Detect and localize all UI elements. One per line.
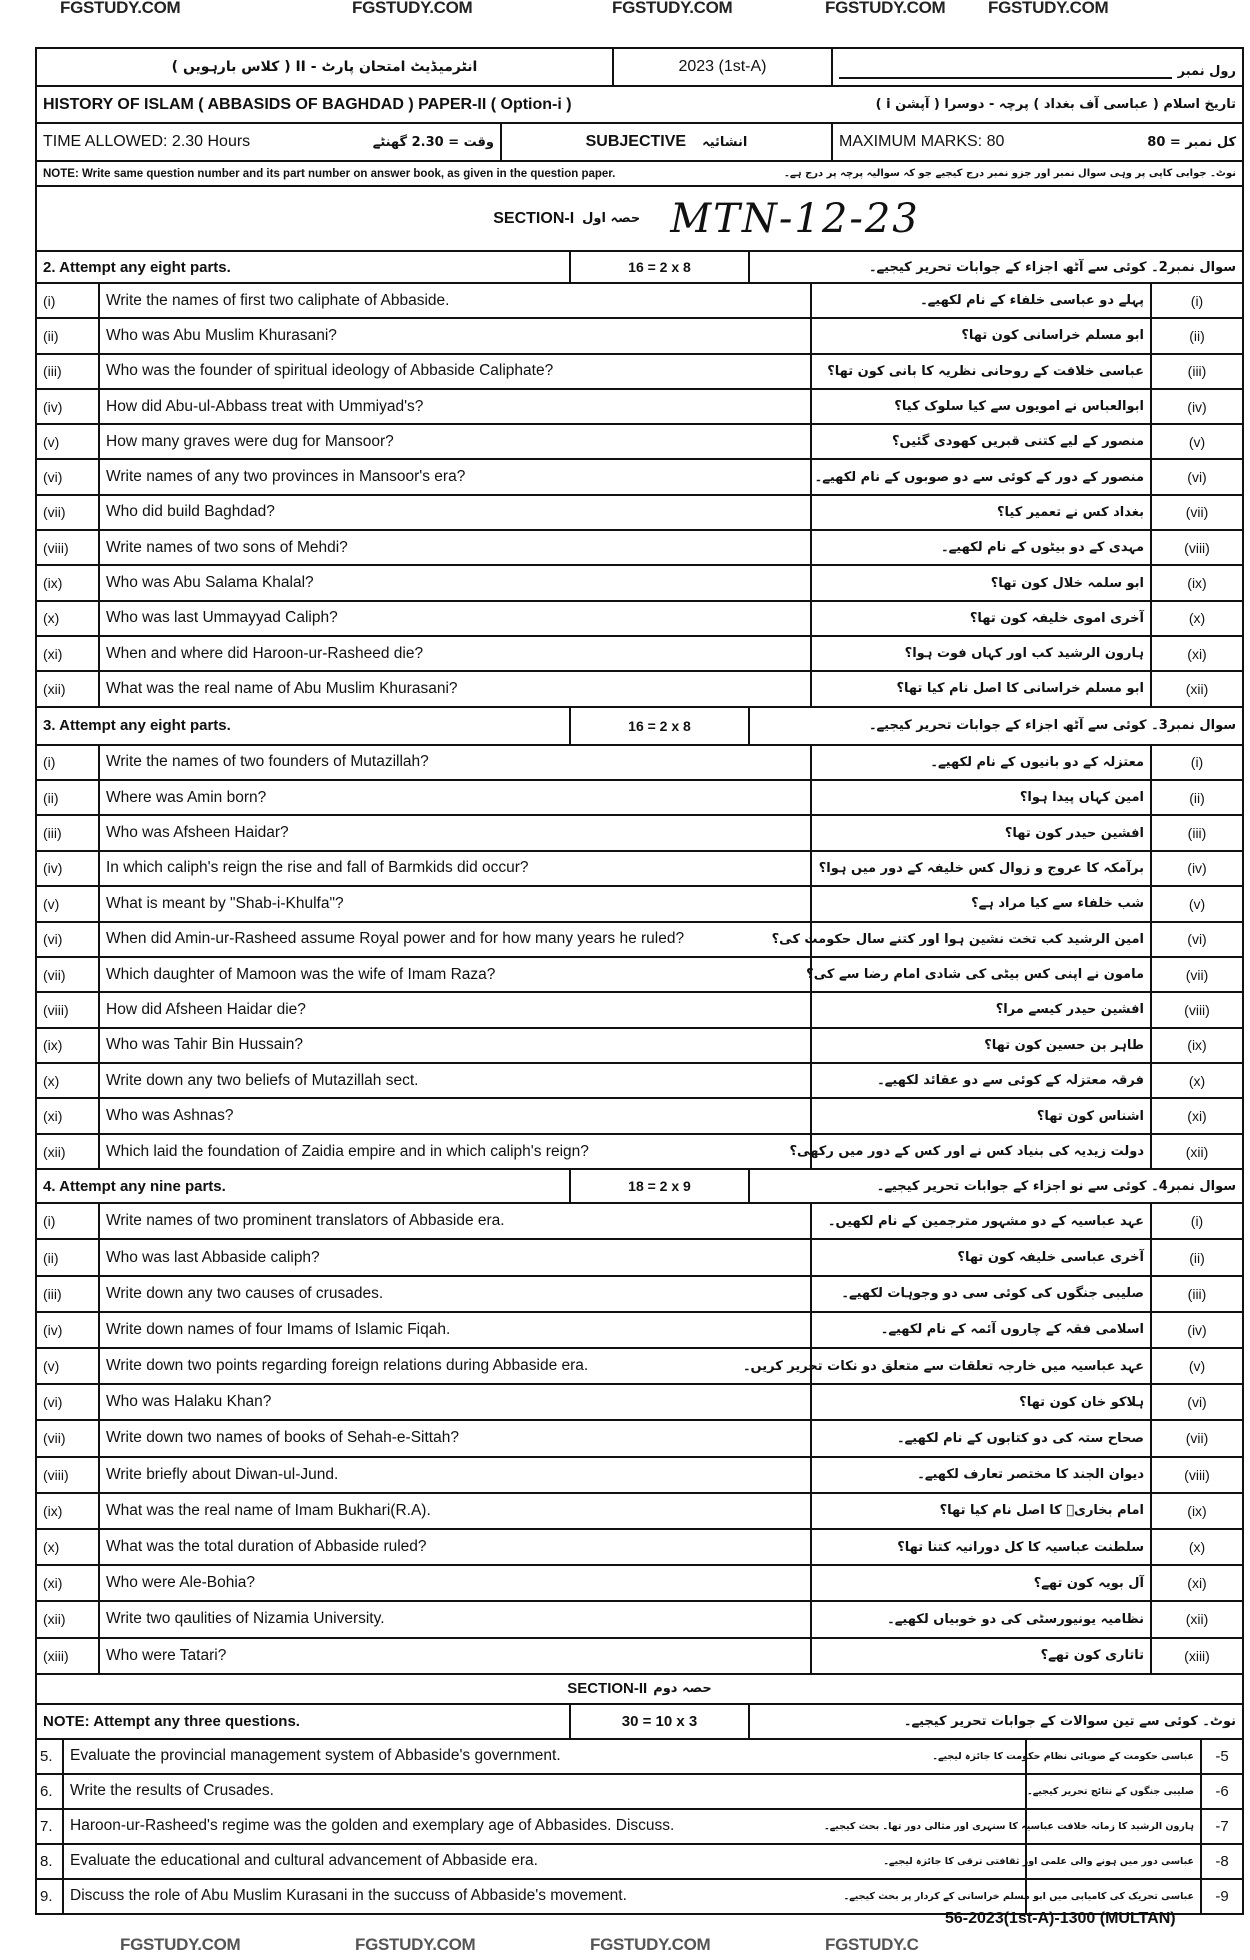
- question-text-english: Discuss the role of Abu Muslim Kurasani in the succuss of Abbaside's movement.: [64, 1880, 1027, 1913]
- question-part-row: [37, 1240, 1242, 1276]
- part-text-english: Write names of two sons of Mehdi?: [100, 531, 812, 564]
- part-text-urdu: بغداد کس نے تعمیر کیا؟: [812, 496, 1152, 529]
- paper-type: [502, 124, 833, 160]
- part-number: (iv): [37, 390, 100, 423]
- question-part-row: [37, 390, 1242, 425]
- part-text-urdu: صلیبی جنگوں کی کوئی سی دو وجوہات لکھیے۔: [812, 1277, 1152, 1311]
- part-text-english: What was the real name of Imam Bukhari(R.A).: [100, 1494, 812, 1528]
- question-header-row: [37, 708, 1242, 746]
- part-number-urdu: (viii): [1184, 539, 1210, 556]
- question-part-row: [37, 852, 1242, 887]
- part-number-urdu: (i): [1190, 292, 1204, 309]
- question-part-row: [37, 923, 1242, 958]
- note-urdu: نوٹ۔ جوابی کاپی پر وہی سوال نمبر اور جزو نمبر درج کیجیے جو کہ سوالیہ پرچہ پر درج ہے۔: [784, 168, 1236, 179]
- part-number-urdu: (viii): [1184, 1466, 1210, 1483]
- long-question-row: [37, 1845, 1242, 1880]
- section-1-questions: [37, 252, 1242, 1675]
- question-part-row: [37, 1313, 1242, 1349]
- part-text-urdu: دولت زیدیہ کی بنیاد کس نے اور کس کے دور میں رکھی؟: [812, 1135, 1152, 1168]
- part-number: (viii): [37, 1458, 100, 1492]
- part-number: (xiii): [37, 1639, 100, 1673]
- question-text-english: Evaluate the provincial management system of Abbaside's government.: [64, 1740, 1027, 1773]
- section-2-heading: [37, 1675, 1242, 1703]
- part-text-english: Who was Abu Salama Khalal?: [100, 566, 812, 599]
- part-text-urdu: برآمکہ کا عروج و زوال کس خلیفہ کے دور میں ہوا؟: [812, 852, 1152, 885]
- question-part-row: [37, 637, 1242, 672]
- part-number: (x): [37, 602, 100, 635]
- part-number: (i): [37, 746, 100, 779]
- question-number-urdu: -7: [1215, 1817, 1229, 1835]
- question-number: 6.: [37, 1775, 64, 1808]
- note-english: NOTE: Write same question number and its part number on answer book, as given in the question paper.: [43, 167, 616, 180]
- part-text-english: Who was last Abbaside caliph?: [100, 1240, 812, 1274]
- question-text-urdu: عباسی دور میں ہونے والی علمی اور ثقافتی ترقی کا جائزہ لیجیے۔: [1027, 1845, 1202, 1878]
- part-number: (ix): [37, 1029, 100, 1062]
- part-text-urdu: منصور کے لیے کتنی قبریں کھودی گئیں؟: [812, 425, 1152, 458]
- exam-header-row: [37, 49, 1242, 87]
- part-number: (ix): [37, 1494, 100, 1528]
- part-text-urdu: امام بخاریؒ کا اصل نام کیا تھا؟: [812, 1494, 1152, 1528]
- watermark: FGSTUDY.COM: [352, 0, 473, 17]
- part-text-urdu: مامون نے اپنی کس بیٹی کی شادی امام رضا سے کی؟: [812, 958, 1152, 991]
- question-part-row: [37, 1458, 1242, 1494]
- section-2-note-row: [37, 1705, 1242, 1740]
- question-part-row: [37, 1421, 1242, 1457]
- part-text-english: Who was the founder of spiritual ideology of Abbaside Caliphate?: [100, 355, 812, 388]
- part-text-urdu: ابو مسلم خراسانی کا اصل نام کیا تھا؟: [812, 672, 1152, 705]
- question-instruction: 2. Attempt any eight parts.: [37, 252, 571, 282]
- part-number: (ix): [37, 566, 100, 599]
- part-number-urdu: (x): [1188, 1539, 1206, 1556]
- part-text-english: Who were Ale-Bohia?: [100, 1566, 812, 1600]
- part-number: (vii): [37, 1421, 100, 1455]
- question-text-english: Write the results of Crusades.: [64, 1775, 1027, 1808]
- part-number: (vi): [37, 1385, 100, 1419]
- part-number-urdu: (xii): [1185, 1143, 1209, 1160]
- question-paper: [35, 47, 1244, 1915]
- part-text-urdu: اشناس کون تھا؟: [812, 1099, 1152, 1132]
- part-text-urdu: طاہر بن حسین کون تھا؟: [812, 1029, 1152, 1062]
- question-part-row: [37, 1530, 1242, 1566]
- question-part-row: [37, 284, 1242, 319]
- part-number: (xii): [37, 1135, 100, 1168]
- max-marks-text: MAXIMUM MARKS: 80: [839, 133, 1005, 150]
- watermark: FGSTUDY.COM: [612, 0, 733, 17]
- question-part-row: [37, 1099, 1242, 1134]
- part-text-english: What is meant by "Shab-i-Khulfa"?: [100, 887, 812, 920]
- section-1-title: SECTION-I: [493, 209, 575, 227]
- section-2-title-urdu: حصہ دوم: [653, 1681, 712, 1697]
- part-text-urdu: آل بویہ کون تھے؟: [812, 1566, 1152, 1600]
- part-text-urdu: معتزلہ کے دو بانیوں کے نام لکھیے۔: [812, 746, 1152, 779]
- question-text-urdu: عباسی حکومت کے صوبائی نظام حکومت کا جائزہ لیجیے۔: [1027, 1740, 1202, 1773]
- part-text-english: Who did build Baghdad?: [100, 496, 812, 529]
- part-text-english: Who were Tatari?: [100, 1639, 812, 1673]
- part-number: (iv): [37, 1313, 100, 1347]
- part-text-urdu: عہد عباسیہ میں خارجہ تعلقات سے متعلق دو نکات تحریر کریں۔: [812, 1349, 1152, 1383]
- question-part-row: [37, 887, 1242, 922]
- question-part-row: [37, 1204, 1242, 1240]
- question-part-row: [37, 566, 1242, 601]
- section-2-row: [37, 1675, 1242, 1705]
- part-number-urdu: (xi): [1187, 1575, 1207, 1592]
- part-text-english: What was the real name of Abu Muslim Khurasani?: [100, 672, 812, 705]
- part-text-urdu: امین کہاں پیدا ہوا؟: [812, 781, 1152, 814]
- part-number-urdu: (ix): [1187, 1502, 1207, 1519]
- question-part-row: [37, 496, 1242, 531]
- part-number-urdu: (vii): [1185, 966, 1209, 983]
- part-text-english: Write down two points regarding foreign relations during Abbaside era.: [100, 1349, 812, 1383]
- part-text-urdu: ابو سلمہ خلال کون تھا؟: [812, 566, 1152, 599]
- part-text-english: Write down names of four Imams of Islamic Fiqah.: [100, 1313, 812, 1347]
- part-number: (xii): [37, 672, 100, 705]
- part-number-urdu: (iii): [1187, 363, 1207, 380]
- roll-number-field: [833, 49, 1242, 85]
- part-number-urdu: (viii): [1184, 1001, 1210, 1018]
- part-number-urdu: (xi): [1187, 645, 1207, 662]
- part-text-urdu: ابوالعباس نے امویوں سے کیا سلوک کیا؟: [812, 390, 1152, 423]
- part-number: (ii): [37, 781, 100, 814]
- question-part-row: [37, 1602, 1242, 1638]
- paper-code: 56-2023(1st-A)-1300 (MULTAN): [945, 1910, 1176, 1927]
- question-part-row: [37, 993, 1242, 1028]
- part-number: (i): [37, 1204, 100, 1238]
- part-number-urdu: (xii): [1185, 1611, 1209, 1628]
- note-row: [37, 162, 1242, 187]
- time-allowed-text: TIME ALLOWED: 2.30 Hours: [43, 133, 251, 150]
- question-text-urdu: ہارون الرشید کا زمانہ خلافت عباسیہ کا سنہری اور مثالی دور تھا۔ بحث کیجیے۔: [1027, 1810, 1202, 1843]
- question-header-row: [37, 252, 1242, 284]
- part-text-english: Who was Halaku Khan?: [100, 1385, 812, 1419]
- part-text-english: Write down any two beliefs of Mutazillah sect.: [100, 1064, 812, 1097]
- part-text-english: How did Afsheen Haidar die?: [100, 993, 812, 1026]
- subjective-label: SUBJECTIVE: [585, 133, 687, 150]
- part-number-urdu: (v): [1188, 1358, 1206, 1375]
- roll-number-line: [839, 77, 1172, 79]
- part-number: (x): [37, 1530, 100, 1564]
- question-part-row: [37, 531, 1242, 566]
- part-text-urdu: مہدی کے دو بیٹوں کے نام لکھیے۔: [812, 531, 1152, 564]
- subject-row: [37, 87, 1242, 124]
- question-header-row: [37, 1170, 1242, 1204]
- question-part-row: [37, 1639, 1242, 1675]
- part-number: (vi): [37, 923, 100, 956]
- part-number-urdu: (vii): [1185, 1430, 1209, 1447]
- max-marks-urdu: کل نمبر = 80: [1147, 134, 1236, 150]
- part-text-english: Who was Ashnas?: [100, 1099, 812, 1132]
- watermark: FGSTUDY.COM: [60, 0, 181, 17]
- part-text-urdu: ابو مسلم خراسانی کون تھا؟: [812, 319, 1152, 352]
- part-text-urdu: ہلاکو خان کون تھا؟: [812, 1385, 1152, 1419]
- part-number: (vi): [37, 460, 100, 493]
- part-number: (v): [37, 1349, 100, 1383]
- part-number-urdu: (ii): [1189, 1249, 1205, 1266]
- subject-title: HISTORY OF ISLAM ( ABBASIDS OF BAGHDAD ) PAPER-II ( Option-i ): [43, 95, 572, 113]
- subject-title-urdu: تاریخ اسلام ( عباسی آف بغداد ) پرچہ - دوسرا ( آپشن i ): [875, 97, 1236, 112]
- question-part-row: [37, 1385, 1242, 1421]
- question-number: 8.: [37, 1845, 64, 1878]
- max-marks: [833, 124, 1242, 160]
- part-text-english: Where was Amin born?: [100, 781, 812, 814]
- part-number: (xi): [37, 1566, 100, 1600]
- part-text-english: Who was Afsheen Haidar?: [100, 816, 812, 849]
- part-number: (viii): [37, 531, 100, 564]
- part-number: (ii): [37, 1240, 100, 1274]
- question-text-english: Evaluate the educational and cultural advancement of Abbaside era.: [64, 1845, 1027, 1878]
- part-text-english: Write down any two causes of crusades.: [100, 1277, 812, 1311]
- part-number: (xii): [37, 1602, 100, 1636]
- part-number: (iii): [37, 1277, 100, 1311]
- part-number-urdu: (vi): [1187, 931, 1207, 948]
- section-2-questions: [37, 1740, 1242, 1915]
- time-allowed-urdu: وقت = 2.30 گھنٹے: [372, 134, 494, 150]
- part-number: (i): [37, 284, 100, 317]
- time-marks-row: [37, 124, 1242, 162]
- part-text-urdu: صحاح ستہ کی دو کتابوں کے نام لکھیے۔: [812, 1421, 1152, 1455]
- question-part-row: [37, 1029, 1242, 1064]
- question-part-row: [37, 816, 1242, 851]
- part-number-urdu: (vi): [1187, 469, 1207, 486]
- part-text-urdu: ہارون الرشید کب اور کہاں فوت ہوا؟: [812, 637, 1152, 670]
- part-text-english: Which daughter of Mamoon was the wife of Imam Raza?: [100, 958, 812, 991]
- part-text-urdu: آخری اموی خلیفہ کون تھا؟: [812, 602, 1152, 635]
- question-part-row: [37, 355, 1242, 390]
- question-part-row: [37, 672, 1242, 707]
- subjective-urdu: انشائیہ: [702, 134, 748, 150]
- long-question-row: [37, 1810, 1242, 1845]
- question-number: 7.: [37, 1810, 64, 1843]
- part-number: (iv): [37, 852, 100, 885]
- part-text-urdu: منصور کے دور کے کوئی سے دو صوبوں کے نام لکھیے۔: [812, 460, 1152, 493]
- section-1-heading: [37, 187, 1242, 250]
- part-number-urdu: (iii): [1187, 1285, 1207, 1302]
- question-part-row: [37, 1277, 1242, 1313]
- part-text-urdu: پہلے دو عباسی خلفاء کے نام لکھیے۔: [812, 284, 1152, 317]
- part-number: (xi): [37, 637, 100, 670]
- section-2-title: SECTION-II: [567, 1680, 648, 1698]
- part-text-urdu: نظامیہ یونیورسٹی کی دو خوبیاں لکھیے۔: [812, 1602, 1152, 1636]
- part-text-urdu: افشین حیدر کون تھا؟: [812, 816, 1152, 849]
- question-text-english: Haroon-ur-Rasheed's regime was the golden and exemplary age of Abbasides. Discuss.: [64, 1810, 1027, 1843]
- question-part-row: [37, 1135, 1242, 1170]
- part-text-urdu: عہد عباسیہ کے دو مشہور مترجمین کے نام لکھیں۔: [812, 1204, 1152, 1238]
- part-text-urdu: افشین حیدر کیسے مرا؟: [812, 993, 1152, 1026]
- question-marks: 18 = 2 x 9: [571, 1170, 750, 1202]
- part-text-english: Which laid the foundation of Zaidia empire and in which caliph's reign?: [100, 1135, 812, 1168]
- question-marks: 16 = 2 x 8: [571, 708, 750, 744]
- part-text-english: Write briefly about Diwan-ul-Jund.: [100, 1458, 812, 1492]
- watermark: FGSTUDY.COM: [120, 1935, 241, 1954]
- part-text-english: Write down two names of books of Sehah-e-Sittah?: [100, 1421, 812, 1455]
- question-instruction-urdu: سوال نمبر3۔ کوئی سے آٹھ اجزاء کے جوابات تحریر کیجیے۔: [868, 718, 1236, 734]
- part-number: (x): [37, 1064, 100, 1097]
- long-question-row: [37, 1775, 1242, 1810]
- part-number-urdu: (ix): [1187, 1037, 1207, 1054]
- watermark: FGSTUDY.COM: [590, 1935, 711, 1954]
- section-1-title-urdu: حصہ اول: [582, 211, 641, 226]
- part-text-urdu: عباسی خلافت کے روحانی نظریہ کا بانی کون تھا؟: [812, 355, 1152, 388]
- part-number-urdu: (xii): [1185, 680, 1209, 697]
- part-number-urdu: (x): [1188, 610, 1206, 627]
- watermark: FGSTUDY.COM: [825, 0, 946, 17]
- part-text-english: In which caliph's reign the rise and fall of Barmkids did occur?: [100, 852, 812, 885]
- part-text-english: Write two qaulities of Nizamia University.: [100, 1602, 812, 1636]
- question-part-row: [37, 425, 1242, 460]
- part-number: (v): [37, 887, 100, 920]
- part-number-urdu: (xi): [1187, 1108, 1207, 1125]
- question-part-row: [37, 602, 1242, 637]
- part-number: (ii): [37, 319, 100, 352]
- long-question-row: [37, 1740, 1242, 1775]
- part-text-urdu: سلطنت عباسیہ کا کل دورانیہ کتنا تھا؟: [812, 1530, 1152, 1564]
- part-number-urdu: (i): [1190, 1213, 1204, 1230]
- question-instruction: 4. Attempt any nine parts.: [37, 1170, 571, 1202]
- question-instruction-urdu: سوال نمبر2۔ کوئی سے آٹھ اجزاء کے جوابات تحریر کیجیے۔: [868, 259, 1236, 275]
- roll-number-label: رول نمبر: [1177, 64, 1236, 79]
- part-text-urdu: آخری عباسی خلیفہ کون تھا؟: [812, 1240, 1152, 1274]
- question-part-row: [37, 1494, 1242, 1530]
- question-text-urdu: عباسی تحریک کی کامیابی میں ابو مسلم خراسانی کے کردار پر بحث کیجیے۔: [1027, 1880, 1202, 1913]
- question-part-row: [37, 746, 1242, 781]
- part-number-urdu: (ii): [1189, 327, 1205, 344]
- part-number-urdu: (ii): [1189, 789, 1205, 806]
- question-part-row: [37, 319, 1242, 354]
- part-number-urdu: (v): [1188, 433, 1206, 450]
- part-number-urdu: (x): [1188, 1072, 1206, 1089]
- question-instruction: 3. Attempt any eight parts.: [37, 708, 571, 744]
- part-number-urdu: (xiii): [1184, 1647, 1210, 1664]
- watermark: FGSTUDY.C: [825, 1935, 919, 1954]
- part-text-english: What was the total duration of Abbaside ruled?: [100, 1530, 812, 1564]
- part-number: (viii): [37, 993, 100, 1026]
- watermark: FGSTUDY.COM: [988, 0, 1109, 17]
- question-number: 9.: [37, 1880, 64, 1913]
- question-number-urdu: -5: [1215, 1747, 1229, 1765]
- question-part-row: [37, 1064, 1242, 1099]
- question-part-row: [37, 1349, 1242, 1385]
- section-2-note-urdu: نوٹ۔ کوئی سے تین سوالات کے جوابات تحریر کیجیے۔: [903, 1713, 1236, 1729]
- part-text-urdu: تاتاری کون تھے؟: [812, 1639, 1152, 1673]
- exam-title-urdu: انٹرمیڈیٹ امتحان پارٹ - II ( کلاس بارہویں ): [37, 49, 614, 85]
- question-marks: 16 = 2 x 8: [571, 252, 750, 282]
- part-number: (iii): [37, 355, 100, 388]
- part-number-urdu: (vi): [1187, 1394, 1207, 1411]
- part-number: (vii): [37, 958, 100, 991]
- part-number-urdu: (iv): [1187, 1321, 1207, 1338]
- part-number: (xi): [37, 1099, 100, 1132]
- part-number: (vii): [37, 496, 100, 529]
- part-number-urdu: (i): [1190, 754, 1204, 771]
- part-text-english: When and where did Haroon-ur-Rasheed die?: [100, 637, 812, 670]
- part-number: (iii): [37, 816, 100, 849]
- part-text-english: How did Abu-ul-Abbass treat with Ummiyad's?: [100, 390, 812, 423]
- handwritten-paper-code: MTN-12-23: [670, 195, 920, 242]
- part-text-english: Write the names of two founders of Mutazillah?: [100, 746, 812, 779]
- part-text-english: Who was Abu Muslim Khurasani?: [100, 319, 812, 352]
- question-number-urdu: -6: [1215, 1782, 1229, 1800]
- part-text-urdu: اسلامی فقہ کے چاروں آئمہ کے نام لکھیے۔: [812, 1313, 1152, 1347]
- part-number-urdu: (iv): [1187, 398, 1207, 415]
- question-number: 5.: [37, 1740, 64, 1773]
- time-allowed: [37, 124, 502, 160]
- question-part-row: [37, 460, 1242, 495]
- part-text-urdu: شب خلفاء سے کیا مراد ہے؟: [812, 887, 1152, 920]
- part-number-urdu: (vii): [1185, 504, 1209, 521]
- part-text-urdu: فرقہ معتزلہ کے کوئی سے دو عقائد لکھیے۔: [812, 1064, 1152, 1097]
- question-part-row: [37, 958, 1242, 993]
- part-text-english: Write names of any two provinces in Mansoor's era?: [100, 460, 812, 493]
- part-number: (v): [37, 425, 100, 458]
- part-number-urdu: (iii): [1187, 825, 1207, 842]
- question-part-row: [37, 1566, 1242, 1602]
- part-text-english: Who was last Ummayyad Caliph?: [100, 602, 812, 635]
- part-text-english: When did Amin-ur-Rasheed assume Royal power and for how many years he ruled?: [100, 923, 812, 956]
- question-part-row: [37, 781, 1242, 816]
- part-text-english: Write names of two prominent translators of Abbaside era.: [100, 1204, 812, 1238]
- part-text-urdu: دیوان الجند کا مختصر تعارف لکھیے۔: [812, 1458, 1152, 1492]
- part-text-english: Who was Tahir Bin Hussain?: [100, 1029, 812, 1062]
- question-text-urdu: صلیبی جنگوں کے نتائج تحریر کیجیے۔: [1027, 1775, 1202, 1808]
- part-number-urdu: (ix): [1187, 575, 1207, 592]
- part-text-english: Write the names of first two caliphate of Abbaside.: [100, 284, 812, 317]
- question-instruction-urdu: سوال نمبر4۔ کوئی سے نو اجزاء کے جوابات تحریر کیجیے۔: [876, 1178, 1236, 1194]
- question-number-urdu: -9: [1215, 1887, 1229, 1905]
- session: 2023 (1st-A): [614, 49, 833, 85]
- watermark: FGSTUDY.COM: [355, 1935, 476, 1954]
- part-number-urdu: (iv): [1187, 860, 1207, 877]
- section-2-note: NOTE: Attempt any three questions.: [37, 1705, 571, 1738]
- section-1-row: [37, 187, 1242, 252]
- part-text-urdu: امین الرشید کب تخت نشین ہوا اور کتنے سال حکومت کی؟: [812, 923, 1152, 956]
- part-number-urdu: (v): [1188, 895, 1206, 912]
- part-text-english: How many graves were dug for Mansoor?: [100, 425, 812, 458]
- section-2-marks: 30 = 10 x 3: [571, 1705, 750, 1738]
- question-number-urdu: -8: [1215, 1852, 1229, 1870]
